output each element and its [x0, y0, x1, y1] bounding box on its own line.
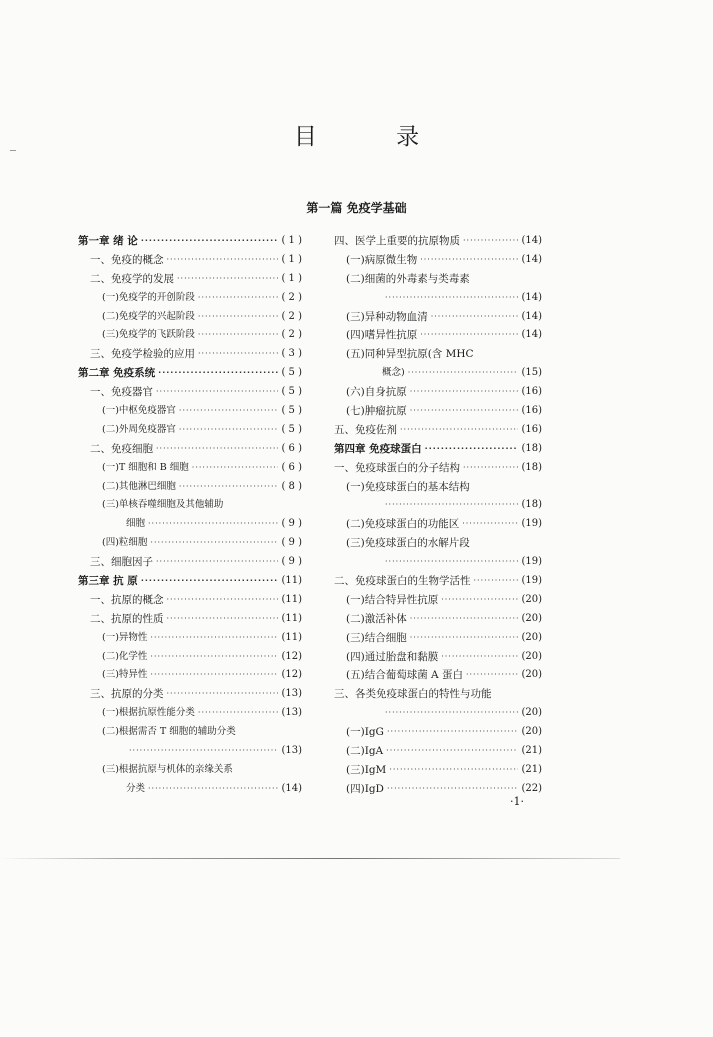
toc-leader-dots [198, 704, 279, 723]
toc-leader-dots [385, 289, 518, 308]
toc-entry-title: (三)IgM [346, 763, 387, 776]
toc-entry-page: (14) [521, 329, 542, 341]
toc-entry[interactable] [78, 761, 302, 780]
toc-entry-page: (16) [521, 423, 542, 435]
toc-entry-page: ( 6 ) [281, 461, 302, 473]
toc-entry-page: ( 5 ) [281, 367, 302, 379]
toc-entry-page: ( 8 ) [281, 480, 302, 492]
toc-entry[interactable] [78, 515, 302, 534]
toc-entry[interactable] [78, 440, 302, 459]
toc-entry-title: 一、免疫球蛋白的分子结构 [334, 461, 460, 474]
toc-entry-title: (三)单核吞噬细胞及其他辅助 [102, 499, 224, 511]
toc-entry-title: 三、免疫学检验的应用 [90, 348, 195, 361]
toc-entry[interactable] [78, 308, 302, 327]
toc-entry-page: (16) [521, 405, 542, 416]
toc-entry-page: (11) [281, 612, 302, 624]
toc-entry-page: ( 2 ) [281, 291, 302, 303]
toc-entry-title: (三)免疫学的飞跃阶段 [102, 329, 195, 341]
toc-entry[interactable] [78, 289, 302, 308]
toc-entry-page: (14) [521, 253, 542, 265]
toc-entry[interactable] [334, 232, 542, 251]
toc-entry-page: (21) [521, 763, 542, 775]
toc-entry-title: (三)免疫球蛋白的水解片段 [346, 537, 470, 550]
toc-entry-title: (二)化学性 [102, 650, 148, 662]
toc-entry-title: (四)IgD [346, 782, 384, 795]
toc-entry-title: (一)中枢免疫器官 [102, 405, 176, 416]
toc-entry-page: ( 1 ) [281, 234, 302, 246]
toc-entry-page: (13) [281, 707, 302, 719]
toc-entry-page: (20) [521, 707, 542, 719]
toc-entry[interactable] [334, 742, 542, 761]
toc-entry[interactable] [334, 383, 542, 402]
toc-leader-dots [150, 629, 278, 648]
toc-leader-dots [198, 289, 279, 308]
toc-entry[interactable] [78, 553, 302, 572]
toc-entry-page: ( 9 ) [281, 556, 302, 568]
toc-entry-page: (21) [521, 745, 542, 757]
toc-entry-page: ( 3 ) [281, 348, 302, 360]
toc-entry-page: ( 9 ) [281, 518, 302, 530]
toc-entry[interactable] [78, 232, 302, 251]
toc-entry-title: (二)外周免疫器官 [102, 423, 176, 435]
toc-entry-page: (16) [521, 386, 542, 398]
toc-entry-title: (四)粒细胞 [102, 537, 148, 549]
toc-entry[interactable] [78, 666, 302, 685]
toc-entry[interactable] [334, 572, 542, 591]
toc-entry[interactable] [78, 364, 302, 383]
toc-entry[interactable] [334, 421, 542, 440]
toc-leader-dots [167, 251, 279, 270]
toc-leader-dots [386, 742, 518, 761]
toc-entry-title: (七)肿瘤抗原 [346, 405, 407, 417]
toc-leader-dots [150, 648, 278, 667]
toc-entry[interactable] [78, 704, 302, 723]
toc-entry-title: 四、医学上重要的抗原物质 [334, 234, 460, 247]
toc-entry-page: (14) [521, 234, 542, 246]
toc-leader-dots [167, 685, 279, 704]
toc-entry-page: ( 5 ) [281, 386, 302, 398]
toc-entry[interactable] [78, 629, 302, 648]
toc-entry-title: 三、细胞因子 [90, 556, 153, 569]
toc-entry[interactable] [334, 440, 542, 459]
toc-leader-dots [156, 440, 278, 459]
page-number: ·1· [510, 795, 524, 808]
toc-entry[interactable] [78, 326, 302, 345]
toc-entry[interactable] [78, 270, 302, 289]
toc-leader-dots [167, 591, 279, 610]
toc-entry-page: ( 2 ) [281, 310, 302, 322]
toc-entry-page: (20) [521, 612, 542, 624]
toc-entry-title: 第四章 免疫球蛋白 [334, 442, 422, 455]
toc-leader-dots [410, 610, 519, 629]
toc-entry[interactable] [78, 685, 302, 704]
toc-leader-dots [474, 572, 519, 591]
toc-leader-dots [198, 308, 279, 327]
toc-entry[interactable] [334, 326, 542, 345]
toc-entry[interactable] [334, 478, 542, 497]
page-title: 目 录 [293, 124, 456, 150]
toc-entry-title: (二)免疫球蛋白的功能区 [346, 518, 460, 531]
toc-leader-dots [463, 459, 518, 478]
bottom-rule [0, 858, 620, 859]
toc-entry-page: (12) [281, 650, 302, 662]
toc-entry-title: 分类 [126, 782, 146, 794]
toc-entry-page: ( 5 ) [281, 405, 302, 416]
toc-entry[interactable] [78, 591, 302, 610]
toc-entry[interactable] [78, 383, 302, 402]
toc-leader-dots [410, 383, 519, 402]
toc-entry-title: (二)其他淋巴细胞 [102, 480, 176, 492]
toc-entry-title: (三)异种动物血清 [346, 310, 428, 323]
toc-entry[interactable] [334, 704, 542, 723]
toc-entry[interactable] [78, 345, 302, 364]
toc-entry-page: (14) [521, 291, 542, 303]
toc-entry-title: (二)细菌的外毒素与类毒素 [346, 272, 470, 285]
toc-entry[interactable] [334, 459, 542, 478]
toc-leader-dots [420, 251, 518, 270]
toc-entry-page: (13) [281, 688, 302, 700]
toc-entry-page: (13) [281, 745, 302, 757]
toc-entry-page: ( 9 ) [281, 537, 302, 549]
toc-leader-dots [385, 496, 518, 515]
toc-entry-title: (四)通过胎盘和黏膜 [346, 650, 439, 663]
toc-entry-title: 二、抗原的性质 [90, 612, 164, 625]
toc-entry-page: (19) [521, 556, 542, 568]
toc-leader-dots [156, 553, 278, 572]
toc-entry-title: (三)特异性 [102, 669, 148, 681]
toc-leader-dots [158, 364, 278, 383]
toc-leader-dots [167, 610, 279, 629]
toc-entry[interactable] [334, 496, 542, 515]
toc-entry[interactable] [334, 553, 542, 572]
toc-leader-dots [148, 780, 278, 799]
toc-entry-page: (12) [281, 669, 302, 681]
toc-entry-title: 概念) [382, 367, 405, 379]
toc-entry-page: (19) [521, 518, 542, 530]
toc-entry-title: 一、抗原的概念 [90, 593, 164, 606]
toc-entry[interactable] [334, 629, 542, 648]
toc-entry-page: ( 2 ) [281, 329, 302, 341]
toc-entry-title: (四)嗜异性抗原 [346, 329, 418, 342]
toc-entry[interactable] [78, 723, 302, 742]
toc-entry-page: ( 6 ) [281, 442, 302, 454]
toc-entry[interactable] [78, 496, 302, 515]
toc-left-column [78, 232, 302, 799]
toc-entry[interactable] [78, 742, 302, 761]
toc-entry-page: (11) [281, 593, 302, 605]
toc-entry-title: (一)根据抗原性能分类 [102, 707, 195, 719]
toc-entry-page: (18) [521, 442, 542, 454]
toc-entry[interactable] [334, 723, 542, 742]
toc-entry[interactable] [78, 534, 302, 553]
toc-entry-page: (18) [521, 499, 542, 511]
toc-entry-title: (一)病原微生物 [346, 253, 418, 266]
toc-leader-dots [141, 572, 279, 591]
toc-entry-title: 五、免疫佐剂 [334, 423, 397, 436]
toc-entry-title: (二)IgA [346, 745, 384, 758]
toc-entry-page: ( 1 ) [281, 253, 302, 265]
toc-leader-dots [179, 421, 279, 440]
toc-entry-page: (11) [281, 575, 302, 587]
toc-entry[interactable] [78, 478, 302, 497]
toc-entry-title: 细胞 [126, 518, 146, 530]
toc-entry[interactable] [334, 289, 542, 308]
toc-entry[interactable] [334, 251, 542, 270]
toc-entry[interactable] [334, 591, 542, 610]
toc-leader-dots [389, 761, 518, 780]
toc-entry[interactable] [334, 685, 542, 704]
toc-entry-page: (20) [521, 650, 542, 662]
toc-entry-title: (一)免疫球蛋白的基本结构 [346, 480, 470, 493]
toc-entry-page: ( 5 ) [281, 423, 302, 435]
toc-leader-dots [156, 383, 278, 402]
toc-entry-title: 三、抗原的分类 [90, 688, 164, 701]
toc-entry-page: (20) [521, 726, 542, 738]
toc-leader-dots [425, 440, 519, 459]
toc-entry-title: (二)免疫学的兴起阶段 [102, 310, 195, 322]
toc-entry[interactable] [334, 534, 542, 553]
toc-entry[interactable] [334, 270, 542, 289]
toc-entry-title: (一)结合特异性抗原 [346, 593, 439, 606]
toc-entry[interactable] [334, 364, 542, 383]
toc-right-column [334, 232, 542, 799]
toc-entry[interactable] [78, 251, 302, 270]
part-title: 第一篇 免疫学基础 [306, 201, 407, 215]
toc-leader-dots [410, 629, 519, 648]
toc-entry-title: (三)根据抗原与机体的亲缘关系 [102, 763, 233, 775]
toc-leader-dots [141, 232, 279, 251]
toc-entry[interactable] [78, 421, 302, 440]
toc-entry[interactable] [334, 515, 542, 534]
toc-leader-dots [179, 402, 279, 421]
toc-entry[interactable] [334, 648, 542, 667]
toc-entry-page: (14) [281, 782, 302, 794]
toc-leader-dots [150, 666, 278, 685]
toc-entry-page: (18) [521, 461, 542, 473]
toc-leader-dots [441, 648, 518, 667]
toc-entry-title: (一)IgG [346, 726, 384, 739]
toc-leader-dots [198, 326, 279, 345]
toc-leader-dots [387, 723, 519, 742]
toc-leader-dots [462, 515, 518, 534]
toc-leader-dots [192, 459, 279, 478]
toc-entry-title: 一、免疫的概念 [90, 253, 164, 266]
toc-entry-page: (11) [281, 631, 302, 643]
toc-leader-dots [400, 421, 518, 440]
toc-entry-title: 三、各类免疫球蛋白的特性与功能 [334, 688, 492, 701]
toc-entry-page: (14) [521, 310, 542, 322]
toc-entry-page: (15) [521, 367, 542, 379]
toc-leader-dots [177, 270, 278, 289]
toc-leader-dots [420, 326, 518, 345]
toc-entry-title: 二、免疫学的发展 [90, 272, 174, 285]
toc-leader-dots [385, 704, 518, 723]
toc-leader-dots [431, 308, 519, 327]
toc-entry[interactable] [334, 402, 542, 421]
toc-entry-page: ( 1 ) [281, 272, 302, 284]
toc-entry-title: 第二章 免疫系统 [78, 367, 156, 380]
toc-entry[interactable] [334, 610, 542, 629]
toc-leader-dots [150, 534, 278, 553]
toc-entry-title: (三)结合细胞 [346, 631, 407, 644]
toc-entry-title: 第一章 绪 论 [78, 234, 138, 247]
toc-entry-page: (19) [521, 575, 542, 587]
toc-entry-page: (20) [521, 593, 542, 605]
toc-leader-dots [198, 345, 278, 364]
toc-entry-title: 第三章 抗 原 [78, 575, 138, 588]
toc-entry-page: (20) [521, 669, 542, 681]
toc-leader-dots [408, 364, 519, 383]
toc-entry-title: 一、免疫器官 [90, 386, 153, 399]
toc-leader-dots [385, 553, 518, 572]
toc-leader-dots [463, 232, 518, 251]
toc-entry[interactable] [78, 780, 302, 799]
toc-entry-title: (一)免疫学的开创阶段 [102, 291, 195, 303]
toc-entry[interactable] [334, 761, 542, 780]
toc-entry[interactable] [334, 308, 542, 327]
toc-entry-title: (二)激活补体 [346, 612, 407, 625]
toc-entry[interactable] [334, 345, 542, 364]
toc-leader-dots [387, 780, 518, 799]
toc-entry[interactable] [78, 648, 302, 667]
toc-entry-title: (一)T 细胞和 B 细胞 [102, 461, 189, 473]
toc-entry[interactable] [78, 402, 302, 421]
toc-entry-title: (二)根据需否 T 细胞的辅助分类 [102, 726, 236, 738]
toc-entry-title: 二、免疫细胞 [90, 442, 153, 455]
toc-entry-page: (22) [521, 782, 542, 794]
toc-entry[interactable] [78, 610, 302, 629]
toc-entry-title: (五)同种异型抗原(含 MHC [346, 348, 474, 361]
toc-leader-dots [148, 515, 278, 534]
toc-entry[interactable] [78, 572, 302, 591]
toc-entry-title: (一)异物性 [102, 631, 148, 643]
toc-leader-dots [129, 742, 278, 761]
toc-entry-page: (20) [521, 631, 542, 643]
toc-entry-title: 二、免疫球蛋白的生物学活性 [334, 575, 471, 588]
toc-leader-dots [179, 478, 279, 497]
toc-leader-dots [466, 666, 519, 685]
toc-entry[interactable] [78, 459, 302, 478]
toc-leader-dots [410, 402, 519, 421]
toc-entry-title: (六)自身抗原 [346, 386, 407, 399]
toc-entry-title: (五)结合葡萄球菌 A 蛋白 [346, 669, 463, 682]
toc-leader-dots [441, 591, 518, 610]
toc-entry[interactable] [334, 666, 542, 685]
